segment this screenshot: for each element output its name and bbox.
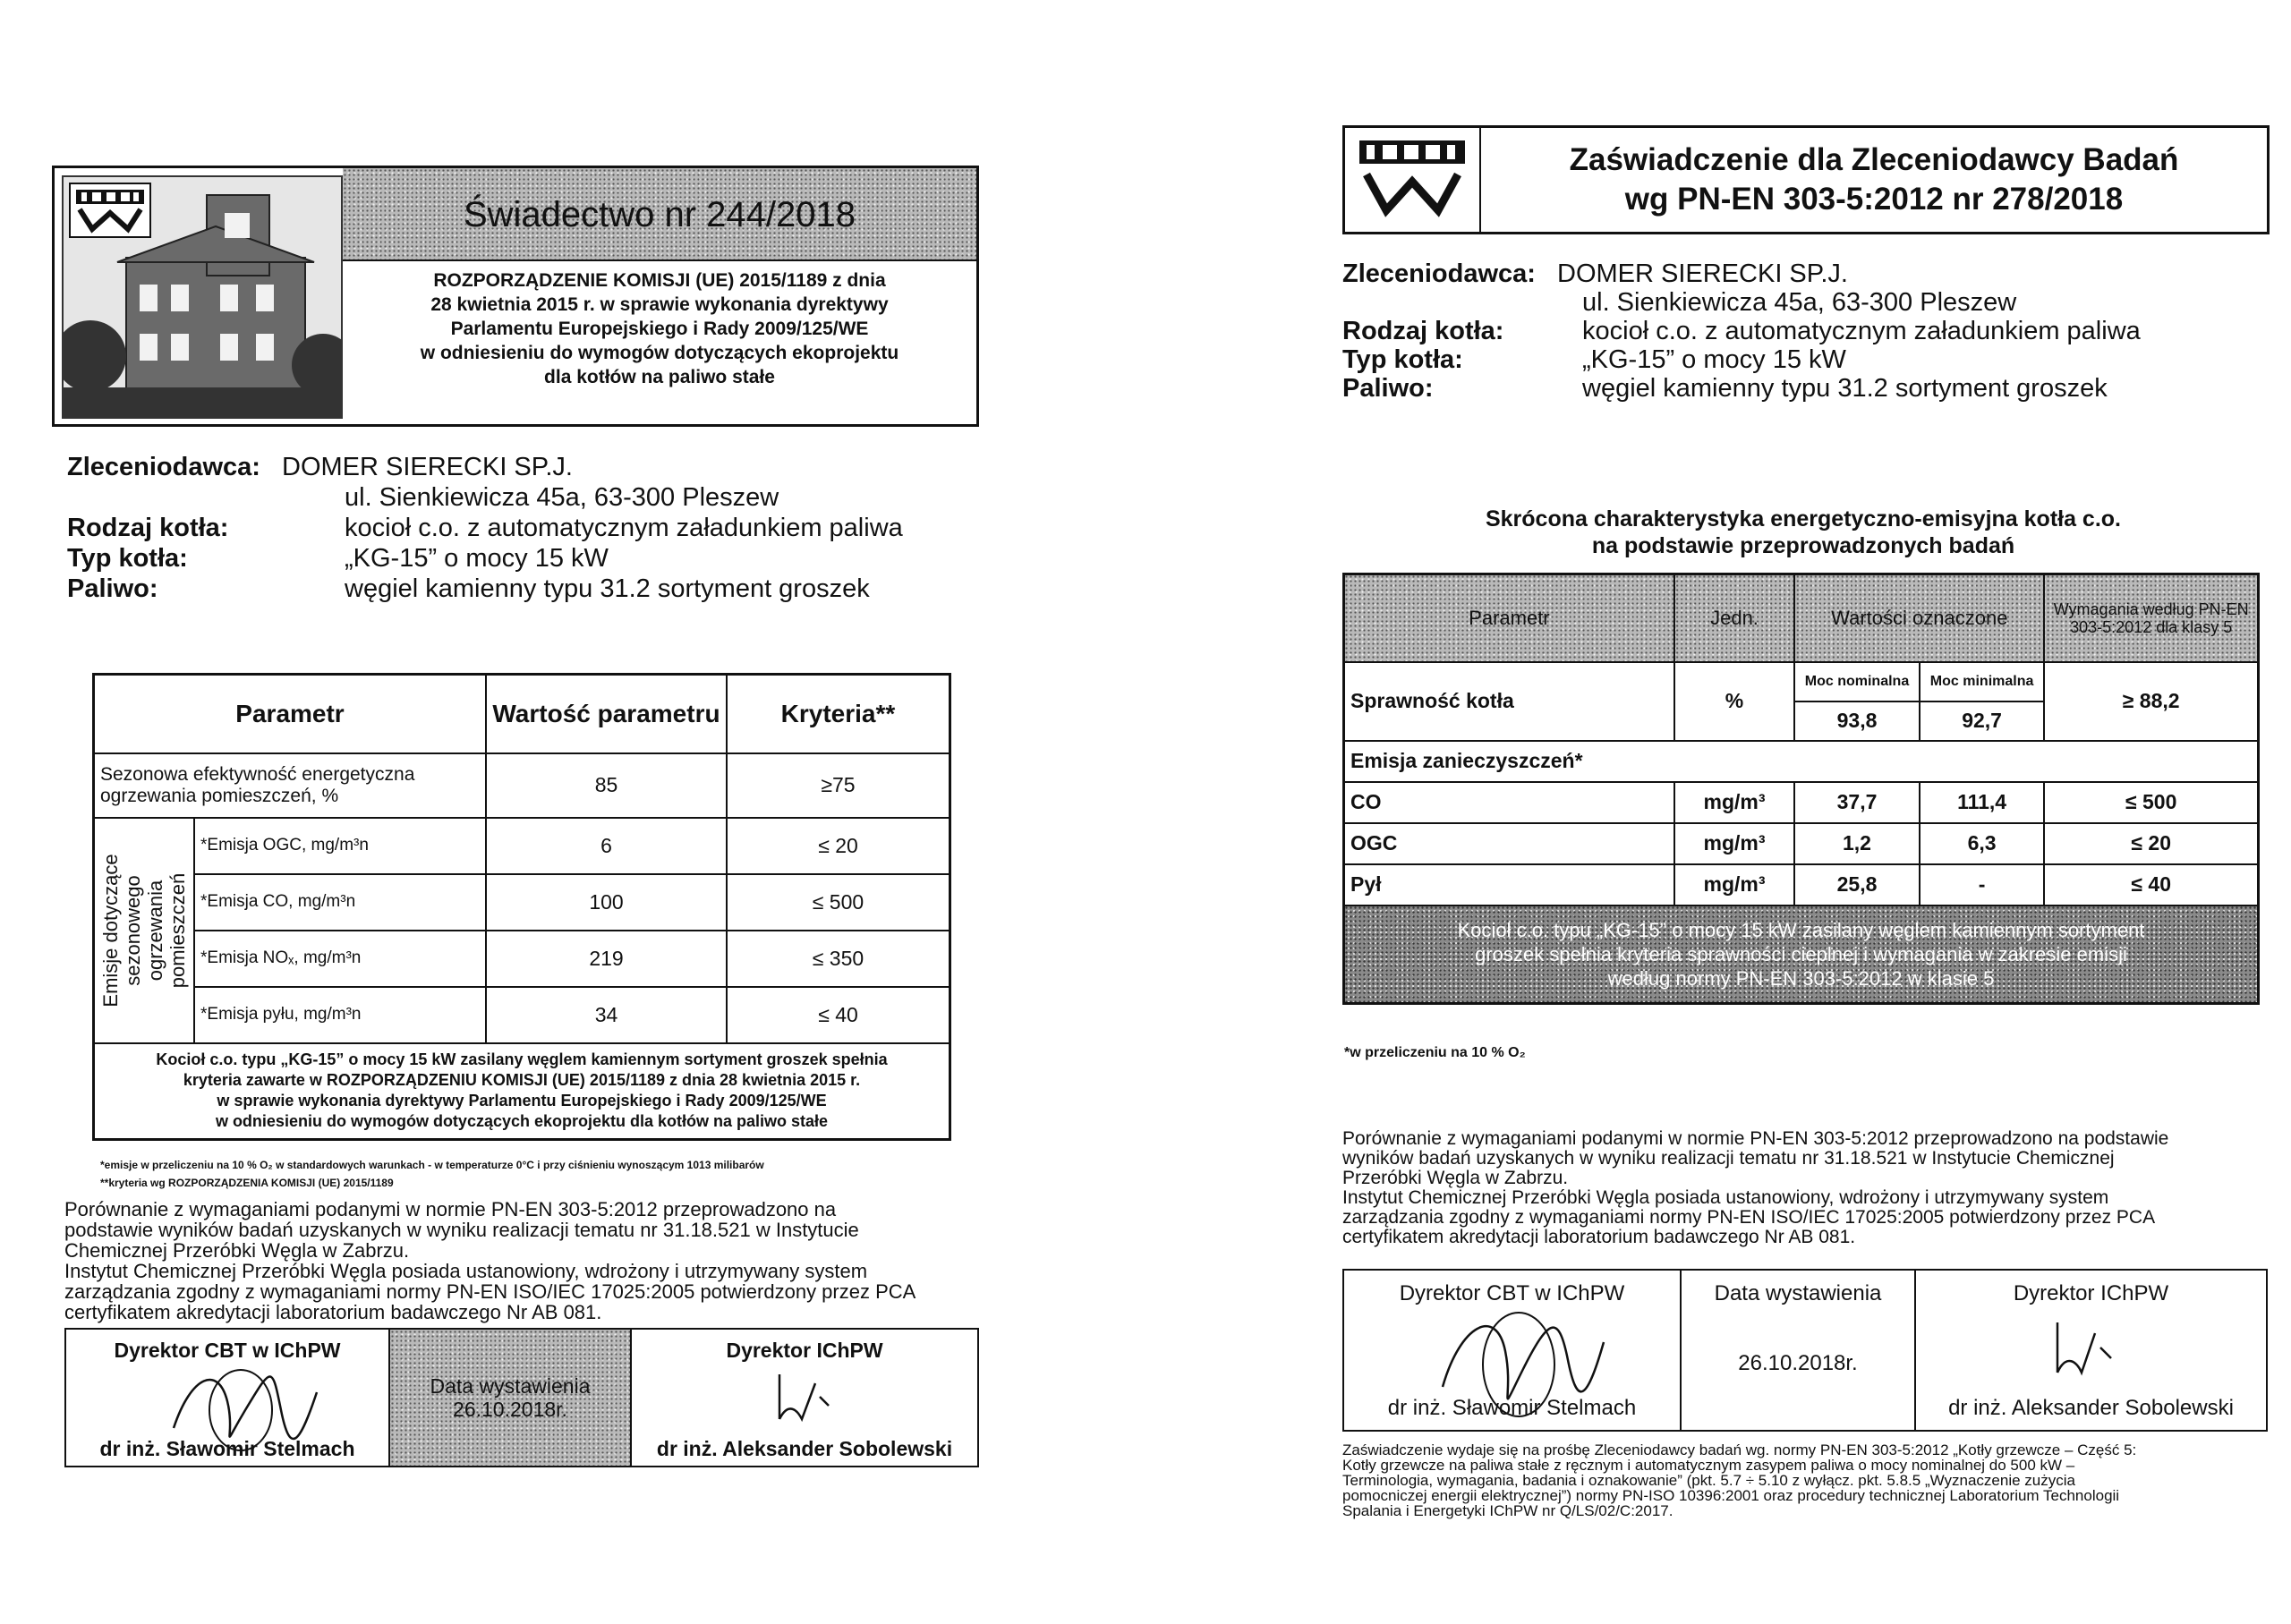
conclusion-line: Kocioł c.o. typu „KG-15” o mocy 15 kW zasilany węglem kamiennym sortyment groszek spełnia	[156, 1050, 888, 1069]
left-regulation	[350, 268, 969, 389]
emission-header: Emisja zanieczyszczeń*	[1344, 741, 2259, 782]
footnote: *emisje w przeliczeniu na 10 % O₂ w standardowych warunkach - w temperaturze 0°C i przy ciśnieniu wynoszącym 1013 milibarów	[100, 1159, 764, 1171]
paragraph-line: certyfikatem akredytacji laboratorium badawczego Nr AB 081.	[1342, 1227, 1856, 1247]
emission-criteria: ≤ 350	[727, 931, 950, 987]
header-value: Wartość parametru	[486, 675, 727, 753]
info-label	[1342, 288, 1557, 317]
info-label	[67, 482, 282, 513]
emission-value: 100	[486, 874, 727, 931]
building-picture	[62, 175, 343, 419]
paragraph-line: podstawie wyników badań uzyskanych w wyniku realizacji tematu nr 31.18.521 w Instytucie	[64, 1219, 859, 1241]
conclusion-line: groszek spełnia kryteria sprawności cieplnej i wymagania w zakresie emisji	[1475, 942, 2127, 965]
sig-right-title: Dyrektor IChPW	[2013, 1281, 2169, 1305]
paragraph-line: Instytut Chemicznej Przeróbki Węgla posiada ustanowiony, wdrożony i utrzymywany system	[1342, 1187, 2109, 1208]
sig-date-value: 26.10.2018r.	[1738, 1351, 1858, 1375]
emission-value: 34	[486, 987, 727, 1043]
regulation-line: Parlamentu Europejskiego i Rady 2009/125/WE	[450, 319, 869, 339]
subtitle-line: Skrócona charakterystyka energetyczno-emisyjna kotła c.o.	[1485, 506, 2122, 531]
note-line: Terminologia, wymagania, badania i oznakowanie” (pkt. 5.7 ÷ 5.10 z wyłącz. pkt. 5.8.5 „Wyznaczenie zużycia	[1342, 1472, 2075, 1489]
footnote: **kryteria wg ROZPORZĄDZENIA KOMISJI (UE) 2015/1189	[100, 1177, 394, 1189]
paragraph-line: zarządzania zgodny z wymaganiami normy PN-EN ISO/IEC 17025:2005 potwierdzony przez PCA	[1342, 1207, 2156, 1228]
left-header	[52, 166, 979, 427]
info-label: Paliwo:	[1342, 374, 1434, 403]
info-value: węgiel kamienny typu 31.2 sortyment groszek	[345, 574, 870, 603]
right-title-line2: wg PN-EN 303-5:2012 nr 278/2018	[1624, 182, 2124, 217]
paragraph-line: zarządzania zgodny z wymaganiami normy PN-EN ISO/IEC 17025:2005 potwierdzony przez PCA	[64, 1280, 916, 1303]
emission-param: *Emisja pyłu, mg/m³n	[194, 987, 486, 1043]
row1-value: 85	[486, 753, 727, 818]
regulation-line: ROZPORZĄDZENIE KOMISJI (UE) 2015/1189 z dnia	[433, 270, 886, 291]
emission-req: ≤ 500	[2044, 782, 2258, 823]
sig-right-name: dr inż. Aleksander Sobolewski	[1948, 1396, 2234, 1420]
right-header	[1342, 125, 2270, 234]
left-certificate	[0, 0, 1029, 1624]
sig-right-title: Dyrektor IChPW	[726, 1339, 883, 1362]
info-label: Typ kotła:	[1342, 345, 1463, 374]
sig-left-title: Dyrektor CBT w IChPW	[114, 1339, 341, 1362]
emission-param: *Emisja OGC, mg/m³n	[194, 818, 486, 874]
row1-param: Sezonowa efektywność energetyczna ogrzewania pomieszczeń, %	[94, 753, 487, 818]
emission-value: 219	[486, 931, 727, 987]
info-value: ul. Sienkiewicza 45a, 63-300 Pleszew	[1582, 288, 2017, 317]
emission-minimal: 111,4	[1920, 782, 2045, 823]
left-footnotes	[100, 1156, 764, 1192]
header-values: Wartości oznaczone	[1794, 574, 2044, 662]
info-value: DOMER SIERECKI SP.J.	[1557, 259, 1848, 288]
right-title-line1: Zaświadczenie dla Zleceniodawcy Badań	[1569, 142, 2179, 177]
ichpw-logo	[1354, 135, 1470, 221]
right-info	[1342, 259, 2141, 403]
paragraph-line: Porównanie z wymaganiami podanymi w normie PN-EN 303-5:2012 przeprowadzono na	[64, 1198, 837, 1220]
right-bottom-note	[1342, 1442, 2273, 1518]
conclusion-line: według normy PN-EN 303-5:2012 w klasie 5	[1607, 966, 1995, 990]
header-criteria: Kryteria**	[727, 675, 950, 753]
emission-req: ≤ 40	[2044, 864, 2258, 906]
info-label: Rodzaj kotła:	[67, 514, 229, 542]
signature-sobolewski	[766, 1365, 838, 1437]
signature-sobolewski	[2041, 1314, 2122, 1394]
info-value: „KG-15” o mocy 15 kW	[345, 544, 609, 573]
note-line: pomocniczej energii elektrycznej”) normy PN-ISO 10396:2001 oraz procedury technicznej Laboratorium Technologii	[1342, 1487, 2120, 1504]
info-label: Zleceniodawca:	[1342, 259, 1536, 288]
header-param: Parametr	[1344, 574, 1674, 662]
sig-left-name: dr inż. Sławomir Stelmach	[99, 1437, 355, 1460]
emission-criteria: ≤ 500	[727, 874, 950, 931]
ichpw-logo	[69, 183, 151, 238]
left-info	[67, 452, 903, 604]
info-label: Typ kotła:	[67, 544, 188, 573]
emission-criteria: ≤ 20	[727, 818, 950, 874]
paragraph-line: Instytut Chemicznej Przeróbki Węgla posiada ustanowiony, wdrożony i utrzymywany system	[64, 1260, 868, 1282]
emission-nominal: 37,7	[1794, 782, 1920, 823]
info-label: Paliwo:	[67, 574, 158, 603]
emission-nominal: 25,8	[1794, 864, 1920, 906]
sig-right-name: dr inż. Aleksander Sobolewski	[656, 1437, 953, 1460]
emission-minimal: -	[1920, 864, 2045, 906]
emission-param: Pył	[1344, 864, 1674, 906]
emission-value: 6	[486, 818, 727, 874]
left-paragraph	[64, 1199, 977, 1322]
emission-param: CO	[1344, 782, 1674, 823]
sub-nominal: Moc nominalna	[1794, 662, 1920, 701]
right-paragraph	[1342, 1129, 2264, 1247]
paragraph-line: Chemicznej Przeróbki Węgla w Zabrzu.	[64, 1239, 410, 1262]
emission-unit: mg/m³	[1674, 864, 1794, 906]
emission-param: *Emisja NOₓ, mg/m³n	[194, 931, 486, 987]
info-value: DOMER SIERECKI SP.J.	[282, 453, 573, 481]
left-conclusion	[94, 1043, 950, 1140]
emission-criteria: ≤ 40	[727, 987, 950, 1043]
header-unit: Jedn.	[1674, 574, 1794, 662]
info-value: ul. Sienkiewicza 45a, 63-300 Pleszew	[345, 483, 779, 512]
sub-minimal: Moc minimalna	[1920, 662, 2045, 701]
emission-minimal: 6,3	[1920, 823, 2045, 864]
left-title: Świadectwo nr 244/2018	[463, 195, 856, 234]
info-label: Rodzaj kotła:	[1342, 317, 1504, 345]
efficiency-req: ≥ 88,2	[2044, 662, 2258, 741]
emission-group-cell	[94, 818, 195, 1043]
header-requirements: Wymagania według PN-EN 303-5:2012 dla klasy 5	[2044, 574, 2258, 662]
emission-vertical-label: Emisje dotyczące sezonowego ogrzewania pomieszczeń	[99, 853, 189, 1008]
right-certificate	[1307, 0, 2291, 1624]
note-line: Kotły grzewcze na paliwa stałe z ręcznym i automatycznym zasypem paliwa o mocy nominalnej do 500 kW –	[1342, 1457, 2075, 1474]
paragraph-line: wyników badań uzyskanych w wyniku realizacji tematu nr 31.18.521 w Instytucie Chemicznej	[1342, 1148, 2115, 1169]
efficiency-nominal: 93,8	[1794, 701, 1920, 741]
conclusion-line: w sprawie wykonania dyrektywy Parlamentu Europejskiego i Rady 2009/125/WE	[217, 1092, 827, 1110]
efficiency-param: Sprawność kotła	[1344, 662, 1674, 741]
paragraph-line: Przeróbki Węgla w Zabrzu.	[1342, 1168, 1569, 1188]
sig-date-value: 26.10.2018r.	[453, 1398, 567, 1421]
left-criteria-table	[92, 673, 951, 1141]
note-line: Spalania i Energetyki IChPW nr Q/LS/02/C:2017.	[1342, 1502, 1674, 1519]
emission-req: ≤ 20	[2044, 823, 2258, 864]
row1-criteria: ≥75	[727, 753, 950, 818]
emission-unit: mg/m³	[1674, 782, 1794, 823]
info-value: „KG-15” o mocy 15 kW	[1582, 345, 1846, 374]
info-value: kocioł c.o. z automatycznym załadunkiem paliwa	[345, 514, 903, 542]
emission-param: OGC	[1344, 823, 1674, 864]
right-footnote: *w przeliczeniu na 10 % O₂	[1344, 1045, 1526, 1060]
note-line: Zaświadczenie wydaje się na prośbę Zleceniodawcy badań wg. normy PN-EN 303-5:2012 „Kotły grzewcze – Część 5:	[1342, 1441, 2137, 1458]
sig-date-label: Data wystawienia	[1714, 1281, 1882, 1305]
sig-left-name: dr inż. Sławomir Stelmach	[1387, 1396, 1637, 1420]
paragraph-line: certyfikatem akredytacji laboratorium badawczego Nr AB 081.	[64, 1301, 602, 1323]
info-value: węgiel kamienny typu 31.2 sortyment groszek	[1582, 374, 2108, 403]
right-results-table	[1342, 573, 2260, 1005]
paragraph-line: Porównanie z wymaganiami podanymi w normie PN-EN 303-5:2012 przeprowadzono na podstawie	[1342, 1128, 2169, 1149]
subtitle-line: na podstawie przeprowadzonych badań	[1591, 533, 2015, 558]
info-value: kocioł c.o. z automatycznym załadunkiem paliwa	[1582, 317, 2141, 345]
conclusion-line: w odniesieniu do wymogów dotyczących ekoprojektu dla kotłów na paliwo stałe	[215, 1112, 829, 1131]
info-label: Zleceniodawca:	[67, 453, 260, 481]
regulation-line: 28 kwietnia 2015 r. w sprawie wykonania dyrektywy	[430, 294, 889, 315]
sig-date-label: Data wystawienia	[430, 1374, 591, 1398]
right-signature-box	[1342, 1269, 2268, 1432]
conclusion-line: kryteria zawarte w ROZPORZĄDZENIU KOMISJI (UE) 2015/1189 z dnia 28 kwietnia 2015 r.	[183, 1071, 861, 1090]
emission-nominal: 1,2	[1794, 823, 1920, 864]
header-param: Parametr	[94, 675, 487, 753]
sig-left-title: Dyrektor CBT w IChPW	[1399, 1281, 1625, 1305]
regulation-line: dla kotłów na paliwo stałe	[544, 367, 775, 387]
efficiency-unit: %	[1674, 662, 1794, 741]
regulation-line: w odniesieniu do wymogów dotyczących ekoprojektu	[420, 343, 899, 363]
emission-param: *Emisja CO, mg/m³n	[194, 874, 486, 931]
left-signature-box	[64, 1328, 979, 1467]
right-conclusion	[1344, 906, 2259, 1004]
right-subtitle	[1342, 506, 2264, 559]
efficiency-minimal: 92,7	[1920, 701, 2045, 741]
emission-unit: mg/m³	[1674, 823, 1794, 864]
conclusion-line: Kocioł c.o. typu „KG-15” o mocy 15 kW zasilany węglem kamiennym sortyment	[1457, 918, 2145, 941]
